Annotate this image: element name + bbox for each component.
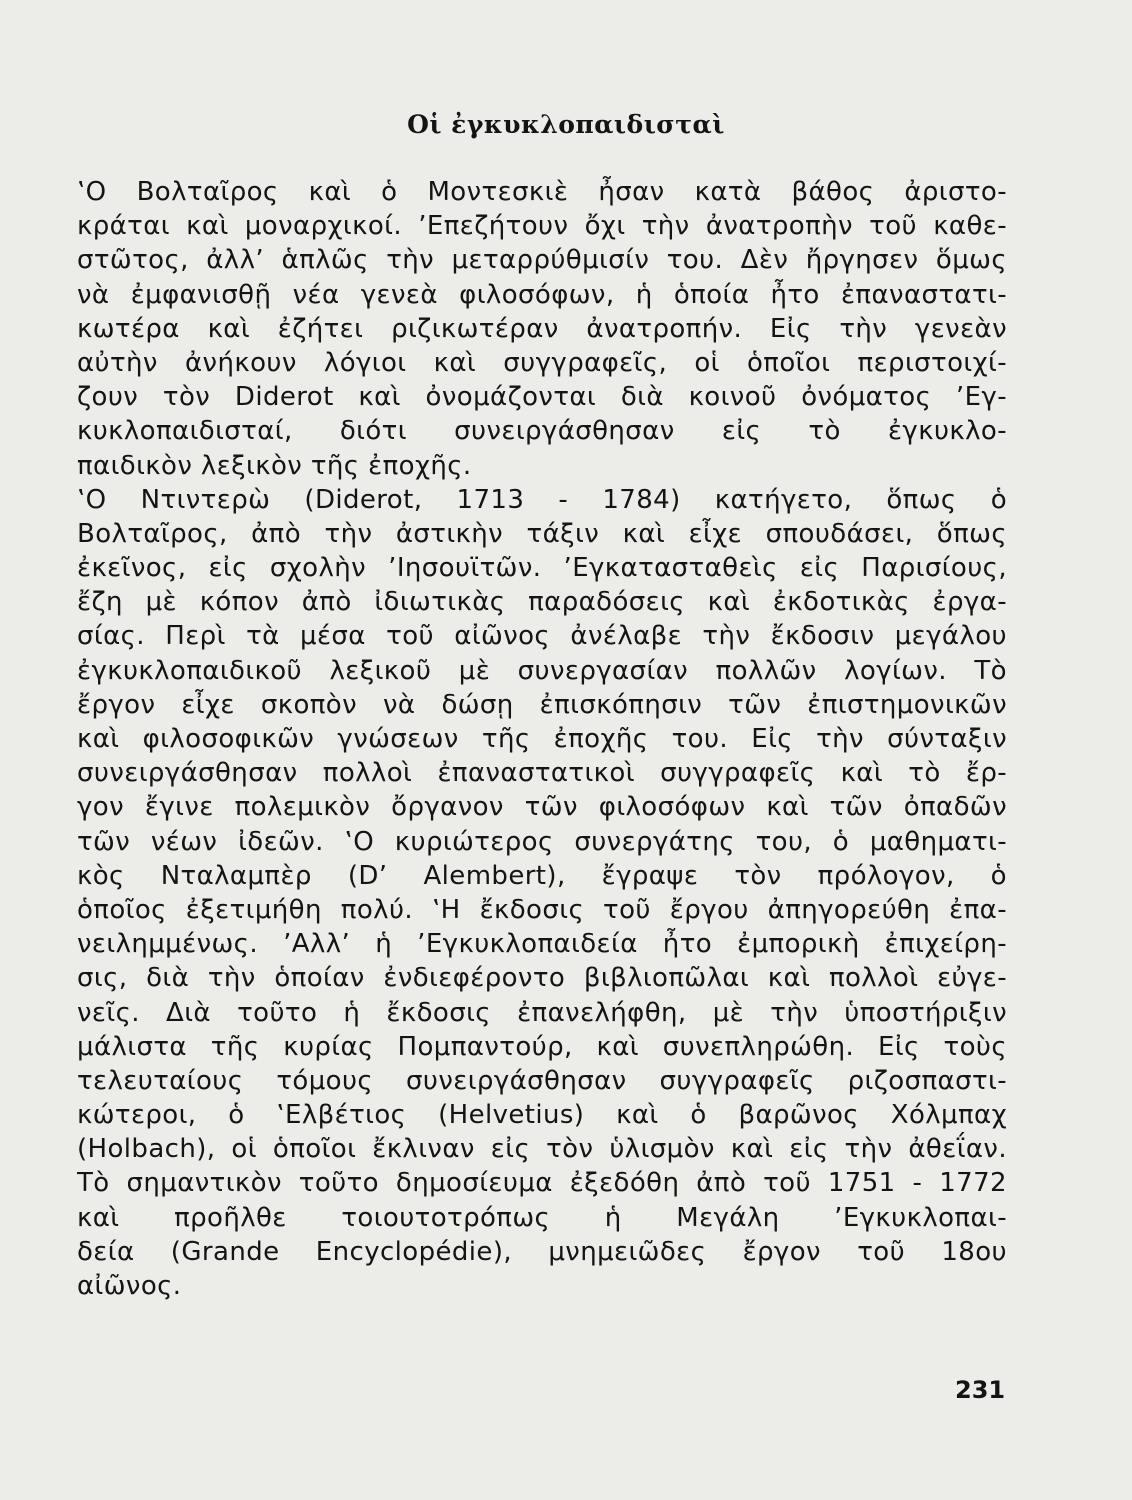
text-line: Βολταῖρος, ἀπὸ τὴν ἀστικὴν τάξιν καὶ εἶχε σπουδάσει, ὅπως [77,518,1007,549]
text-line: σίας. Περὶ τὰ μέσα τοῦ αἰῶνος ἀνέλαβε τὴν ἔκδοσιν μεγάλου [77,621,1007,652]
text-line: συνειργάσθησαν πολλοὶ ἐπαναστατικοὶ συγγραφεῖς καὶ τὸ ἔρ- [77,758,1007,789]
text-line: νεῖς. Διὰ τοῦτο ἡ ἔκδοσις ἐπανελήφθη, μὲ τὴν ὑποστήριξιν [77,997,1007,1028]
text-line: τελευταίους τόμους συνειργάσθησαν συγγραφεῖς ριζοσπαστι- [77,1065,1007,1096]
text-line: ὁποῖος ἐξετιμήθη πολύ. ‛Η ἔκδοσις τοῦ ἔργου ἀπηγορεύθη ἐπα- [77,894,1007,925]
text-line: ζουν τὸν Diderot καὶ ὀνομάζονται διὰ κοινοῦ ὀνόματος ’Εγ- [77,382,1007,413]
text-line: νὰ ἐμφανισθῇ νέα γενεὰ φιλοσόφων, ἡ ὁποία ἦτο ἐπαναστατι- [77,279,1007,310]
text-line: κωτέρα καὶ ἐζήτει ριζικωτέραν ἀνατροπήν. Εἰς τὴν γενεὰν [77,313,1007,344]
text-line: τῶν νέων ἰδεῶν. ‛Ο κυριώτερος συνεργάτης του, ὁ μαθηματι- [77,826,1007,857]
text-line: ἐκεῖνος, εἰς σχολὴν ’Ιησουϊτῶν. ’Εγκατασταθεὶς εἰς Παρισίους, [77,553,1007,584]
text-line: ‛Ο Ντιντερὼ (Diderot, 1713 - 1784) κατήγετο, ὅπως ὁ [77,484,1007,515]
text-line: στῶτος, ἀλλ’ ἁπλῶς τὴν μεταρρύθμισίν του. Δὲν ἤργησεν ὅμως [77,245,1007,276]
text-line: γον ἔγινε πολεμικὸν ὄργανον τῶν φιλοσόφων καὶ τῶν ὀπαδῶν [77,792,1007,823]
text-line: αἰῶνος. [77,1271,182,1301]
text-line: δεία (Grande Encyclopédie), μνημειῶδες ἔργον τοῦ 18ου [77,1236,1007,1267]
chapter-title: Οἱ ἐγκυκλοπαιδισταὶ [407,110,725,139]
text-line: ‛Ο Βολταῖρος καὶ ὁ Μοντεσκιὲ ἦσαν κατὰ βάθος ἀριστο- [77,177,1007,207]
text-line: ἔζη μὲ κόπον ἀπὸ ἰδιωτικὰς παραδόσεις καὶ ἐκδοτικὰς ἐργα- [77,587,1007,618]
text-line: αὐτὴν ἀνήκουν λόγιοι καὶ συγγραφεῖς, οἱ ὁποῖοι περιστοιχί- [77,347,1007,378]
text-line: παιδικὸν λεξικὸν τῆς ἐποχῆς. [77,450,472,481]
text-line: (Holbach), οἱ ὁποῖοι ἔκλιναν εἰς τὸν ὑλισμὸν καὶ εἰς τὴν ἀθεΐαν. [77,1134,1007,1165]
text-line: Τὸ σημαντικὸν τοῦτο δημοσίευμα ἐξεδόθη ἀπὸ τοῦ 1751 - 1772 [77,1168,1007,1199]
text-line: μάλιστα τῆς κυρίας Πομπαντούρ, καὶ συνεπληρώθη. Εἰς τοὺς [77,1031,1007,1062]
body-text [77,175,1007,1303]
text-line: ἐγκυκλοπαιδικοῦ λεξικοῦ μὲ συνεργασίαν πολλῶν λογίων. Τὸ [77,655,1007,686]
text-line: καὶ προῆλθε τοιουτοτρόπως ἡ Μεγάλη ’Εγκυκλοπαι- [77,1202,1007,1233]
text-line: καὶ φιλοσοφικῶν γνώσεων τῆς ἐποχῆς του. Εἰς τὴν σύνταξιν [77,724,1007,754]
text-line: νειλημμένως. ’Αλλ’ ἡ ’Εγκυκλοπαιδεία ἦτο ἐμπορικὴ ἐπιχείρη- [77,929,1007,960]
page-number: 231 [955,1376,1006,1404]
text-line: κώτεροι, ὁ ‛Ελβέτιος (Helvetius) καὶ ὁ βαρῶνος Χόλμπαχ [77,1100,1007,1131]
text-line: ἔργον εἶχε σκοπὸν νὰ δώσῃ ἐπισκόπησιν τῶν ἐπιστημονικῶν [77,689,1007,720]
text-line: κὸς Νταλαμπὲρ (D’ Alembert), ἔγραψε τὸν πρόλογον, ὁ [77,860,1007,891]
text-line: κράται καὶ μοναρχικοί. ’Επεζήτουν ὄχι τὴν ἀνατροπὴν τοῦ καθε- [77,211,1007,242]
text-line: κυκλοπαιδισταί, διότι συνειργάσθησαν εἰς τὸ ἐγκυκλο- [77,416,1007,447]
text-line: σις, διὰ τὴν ὁποίαν ἐνδιεφέροντο βιβλιοπῶλαι καὶ πολλοὶ εὐγε- [77,963,1007,994]
